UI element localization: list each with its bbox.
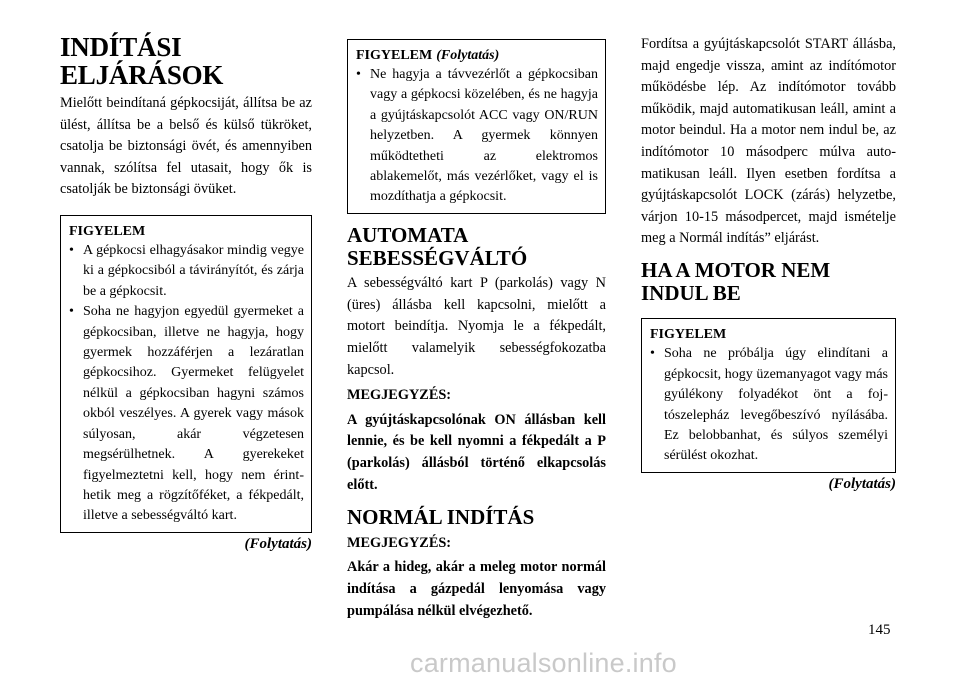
warning-list (356, 65, 598, 208)
warning-box-continued (347, 39, 606, 214)
bullet-icon: • (69, 243, 74, 259)
page-number: 145 (868, 622, 891, 638)
warning-list (69, 241, 304, 527)
warning-box (641, 318, 896, 472)
warning-continued-label: (Folytatás) (436, 48, 500, 63)
section-heading-normal-start: NORMÁL INDÍTÁS (347, 505, 535, 530)
warning-list (650, 344, 888, 466)
warning-title: FIGYELEM (69, 224, 146, 240)
warning-item: • Ne hagyja a távvezérlőt a gépkocsiban vagy a gépkocsi közelében, és ne hagyja a gyújtáskapcsolót ACC vagy ON/RUN helyzetben. A gyermek könnyen működtetheti az elektromos ablakemelőt, más vezérlőket, vagy el is mozdíthatja a gépkocsit. (356, 67, 598, 205)
bullet-icon: • (650, 346, 655, 362)
warning-item: • A gépkocsi elhagyásakor mindig vegye ki a gépkocsiból a távirányítót, és zárja be a gépkocsit. (69, 243, 304, 299)
intro-paragraph: Mielőtt beindítaná gépkocsiját, állítsa be az ülést, állítsa be a belső és külső tükröket, csatolja be biztonsági övét, és amennyiben vannak, szólítsa fel utasait, hogy ők is csatolják be biztonsági övüket. (60, 95, 312, 198)
bullet-icon: • (356, 67, 361, 82)
warning-title: FIGYELEM (650, 327, 727, 343)
section-heading-automatic-transmission: AUTOMATA SEBESSÉGVÁLTÓ (347, 222, 528, 270)
warning-title: FIGYELEM (Folytatás) (356, 48, 500, 63)
watermark: carmanualsonline.info (410, 648, 677, 678)
left-column (60, 34, 312, 553)
section-heading-engine-does-not-start: HA A MOTOR NEM INDUL BE (641, 257, 831, 305)
continued-label: (Folytatás) (828, 475, 896, 492)
note-text: Akár a hideg, akár a meleg motor normál indítása a gázpedál lenyomása vagy pumpálása nélkül elvégezhető. (347, 559, 606, 619)
start-paragraph: Fordítsa a gyújtáskapcsolót START állásba, majd engedje vissza, amint az indítómotor működésbe lép. Az indítómotor tovább működik, majd automatikusan leáll, amint a motor beindul. Ha a motor nem indul be, az indítómotor 10 másodperc múlva automatikusan leáll. Ilyen esetben fordítsa a gyújtáskapcsolót LOCK (zárás) helyzetbe, várjon 10-15 másodpercet, majd ismételje meg a Normál indítás” eljárást. (641, 36, 896, 247)
bullet-icon: • (69, 304, 74, 320)
page-title: INDÍTÁSI ELJÁRÁSOK (60, 32, 224, 90)
middle-column (347, 34, 606, 622)
warning-item: • Soha ne hagyjon egyedül gyermeket a gépkocsiban, illetve ne hagyja, hogy gyermek hozzáférjen a lezáratlan gépkocsihoz. Gyermeket felügyelet nélkül a gépkocsiban hagyni számos okból veszélyes. A gyerek vagy mások súlyosan, akár végzetesen megsérülhetnek. A gyerekeket figyelmeztetni kell, hogy nem érinthetik meg a rögzítőféket, a fékpedált, illetve a sebességváltó kart. (69, 304, 304, 524)
note-label: MEGJEGYZÉS: (347, 387, 452, 404)
right-column (641, 34, 896, 493)
warning-box (60, 215, 312, 533)
note-text: A gyújtáskapcsolónak ON állásban kell lennie, és be kell nyomni a fékpedált a P (parkolás) állásból történő elkapcsolás előtt. (347, 411, 606, 493)
note-label: MEGJEGYZÉS: (347, 534, 452, 551)
transmission-paragraph: A sebességváltó kart P (parkolás) vagy N (üres) állásba kell kapcsolni, mielőtt a motort beindítja. Nyomja le a fékpedált, mielőtt valamelyik sebességfokozatba kapcsol. (347, 275, 606, 378)
warning-item: • Soha ne próbálja úgy elindítani a gépkocsit, hogy üzemanyagot vagy más gyúlékony folyadékot önt a fojtószelepház levegőbeszívó nyílásába. Ez belobbanhat, és súlyos személyi sérülést okozhat. (650, 346, 888, 464)
continued-label: (Folytatás) (244, 535, 312, 552)
